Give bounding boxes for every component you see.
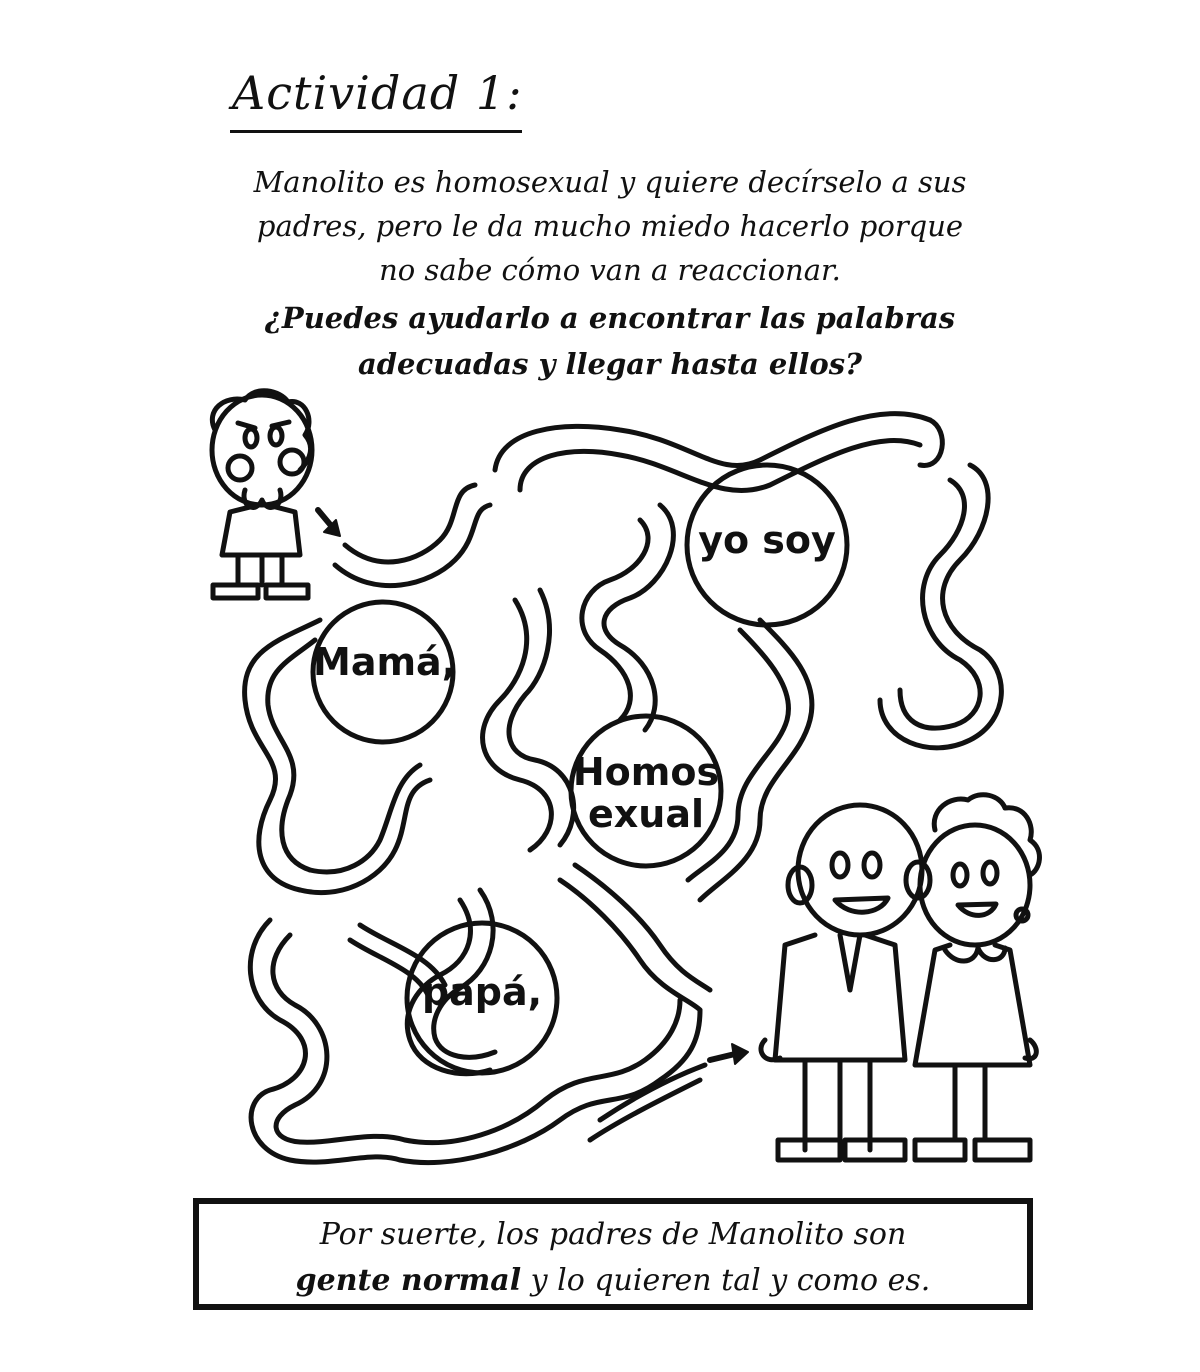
instructions-line-3: no sabe cómo van a reaccionar. bbox=[379, 253, 841, 287]
conclusion-line-1: Por suerte, los padres de Manolito son bbox=[319, 1217, 907, 1252]
conclusion-box bbox=[193, 1198, 1033, 1310]
question-line-2: adecuadas y llegar hasta ellos? bbox=[357, 347, 863, 381]
bubble-label-yo-soy: yo soy bbox=[698, 518, 836, 562]
conclusion-rest: y lo quieren tal y como es. bbox=[521, 1263, 931, 1298]
bubble-label-homos: Homos bbox=[572, 750, 720, 794]
bubble-label-mama: Mamá, bbox=[313, 640, 457, 684]
instructions-line-1: Manolito es homosexual y quiere decírselo a sus bbox=[253, 165, 967, 199]
bubble-label-exual: exual bbox=[587, 792, 704, 836]
instructions-line-2: padres, pero le da mucho miedo hacerlo porque bbox=[256, 209, 964, 243]
boy-manolito-illustration bbox=[212, 391, 312, 598]
bubble-label-papa: papá, bbox=[421, 970, 543, 1014]
exit-arrow-icon bbox=[710, 1044, 748, 1064]
mother-illustration bbox=[915, 795, 1039, 1160]
entry-arrow-icon bbox=[318, 510, 340, 536]
conclusion-line-2 bbox=[199, 1258, 1027, 1304]
father-illustration bbox=[761, 805, 930, 1160]
conclusion-emphasis: gente normal bbox=[295, 1263, 522, 1298]
question-line-1: ¿Puedes ayudarlo a encontrar las palabras bbox=[264, 301, 956, 335]
activity-title: Actividad 1: bbox=[232, 66, 523, 120]
